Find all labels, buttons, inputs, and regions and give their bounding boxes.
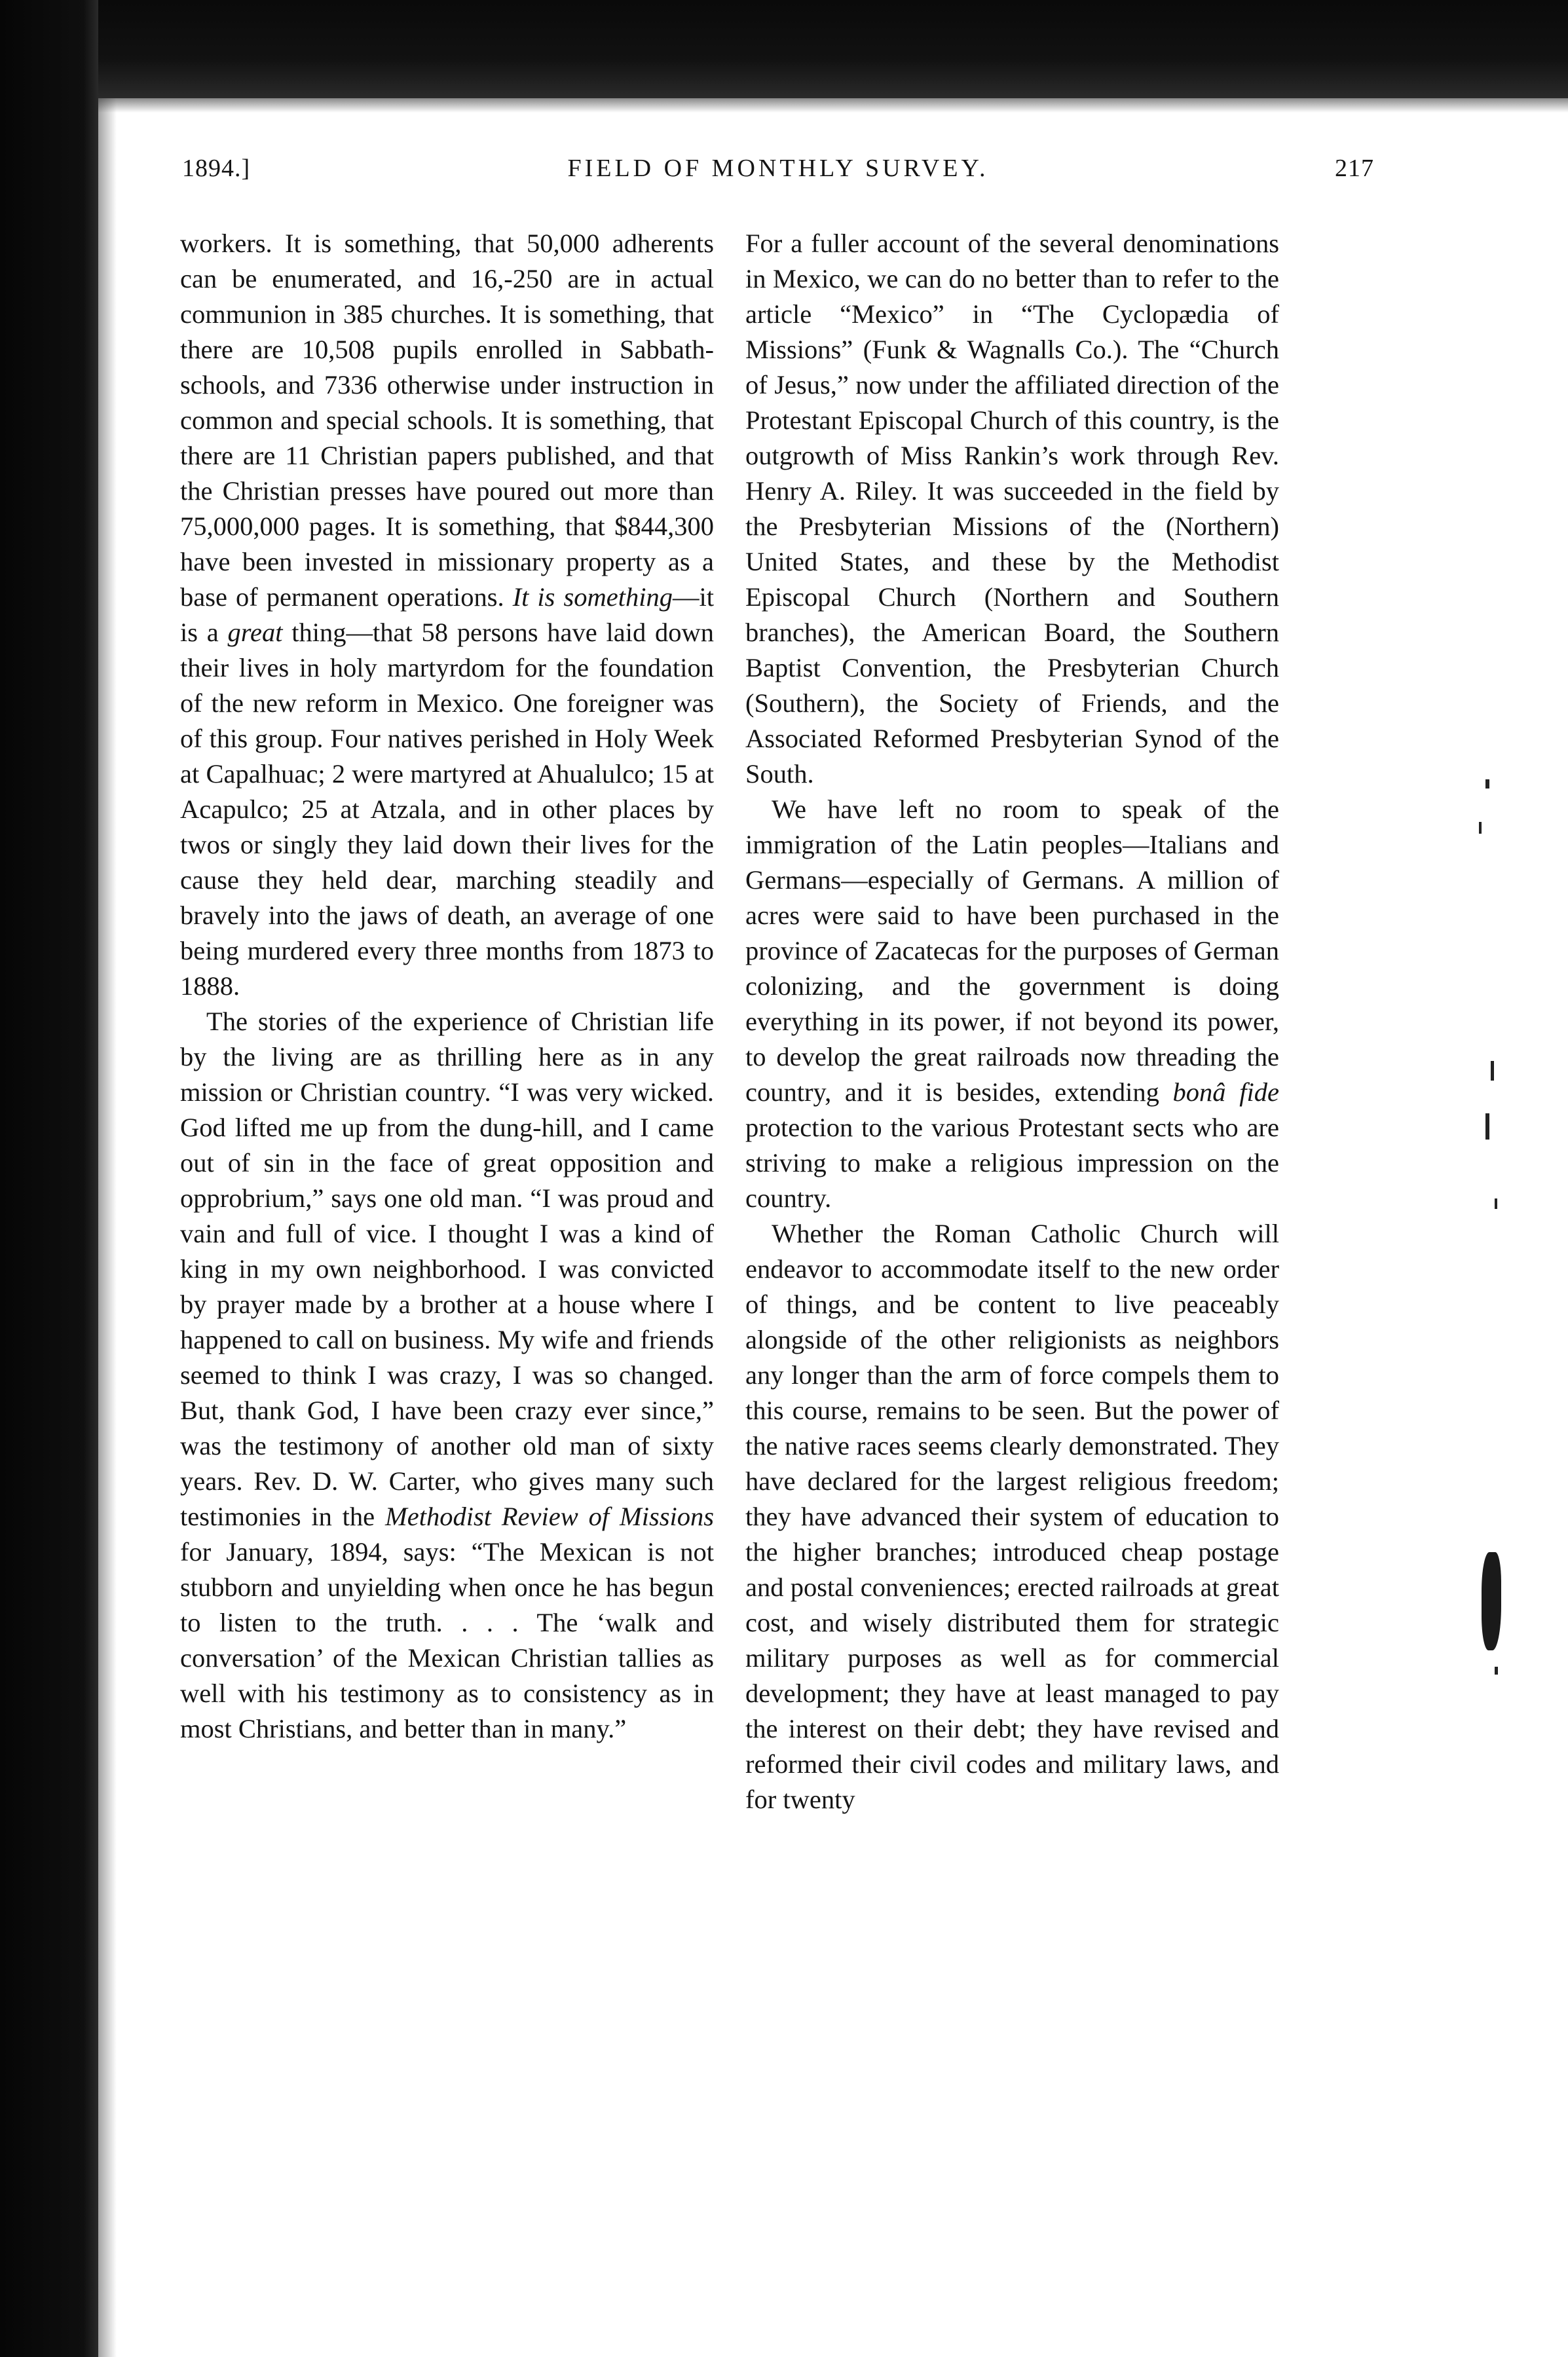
- running-head: [182, 154, 1374, 200]
- right-column: [745, 226, 1279, 2309]
- scan-speck: [1495, 1667, 1498, 1675]
- running-head-title: FIELD OF MONTHLY SURVEY.: [567, 155, 989, 182]
- scan-speck: [1485, 1113, 1489, 1140]
- text-run: The stories of the experience of Christian life by the living are as thrilling here as in any mission or Christian country. “I was very wicked. God lifted me up from the dung-hill, and I came out of sin in the face of great opposition and opprobrium,” says one old man. “I was proud and vain and full of vice. I thought I was a kind of king in my own neighborhood. I was convicted by prayer made by a brother at a house where I happened to call on business. My wife and friends seemed to think I was crazy, I was so changed. But, thank God, I have been crazy ever since,” was the testimony of another old man of sixty years. Rev. D. W. Carter, who gives many such testimonies in the: [180, 1007, 714, 1531]
- scan-speck: [1479, 822, 1482, 834]
- text-run: for January, 1894, says: “The Mexican is not stubborn and unyielding when once he has begun to listen to the truth. . . . The ‘walk and conversation’ of the Mexican Christian tallies as well with his testimony as to consistency as in most Christians, and better than in many.”: [180, 1537, 714, 1743]
- text-run: We have left no room to speak of the immigration of the Latin peoples—Italians and Germans—especially of Germans. A million of acres were said to have been purchased in the province of Zacatecas for the purposes of German colonizing, and the government is doing everything in its power, if not beyond its power, to develop the great railroads now threading the country, and it is besides, extending: [745, 794, 1279, 1107]
- text-run: protection to the various Protestant sects who are striving to make a religious impression on the country.: [745, 1113, 1279, 1213]
- left-paragraph-2: [180, 1004, 714, 1747]
- right-paragraph-1: For a fuller account of the several denominations in Mexico, we can do no better than to refer to the article “Mexico” in “The Cyclopædia of Missions” (Funk & Wagnalls Co.). The “Church of Jesus,” now under the affiliated direction of the Protestant Episcopal Church of this country, is the outgrowth of Miss Rankin’s work through Rev. Henry A. Riley. It was succeeded in the field by the Presbyterian Missions of the (Northern) United States, and these by the Methodist Episcopal Church (Northern and Southern branches), the American Board, the Southern Baptist Convention, the Presbyterian Church (Southern), the Society of Friends, and the Associated Reformed Presbyterian Synod of the South.: [745, 229, 1279, 789]
- right-paragraph-2: [745, 792, 1279, 1216]
- page-number: 217: [1335, 155, 1374, 182]
- left-column: [180, 226, 714, 2309]
- italic-citation: Methodist Review of Missions: [385, 1502, 714, 1531]
- scan-speck: [1495, 1198, 1497, 1209]
- text-run: workers. It is something, that 50,000 adherents can be enumerated, and 16,-250 are in actual communion in 385 churches. It is something, that there are 10,508 pupils enrolled in Sabbath-schools, and 7336 otherwise under instruction in common and special schools. It is something, that there are 11 Christian papers published, and that the Christian presses have poured out more than 75,000,000 pages. It is something, that $844,300 have been invested in missionary property as a base of permanent operations.: [180, 229, 714, 612]
- left-paragraph-1: [180, 226, 714, 1004]
- scan-speck: [1485, 779, 1489, 789]
- scan-speck: [1491, 1061, 1494, 1081]
- italic-text: bonâ fide: [1172, 1077, 1279, 1107]
- text-run: thing—that 58 persons have laid down their lives in holy martyrdom for the foundation of the new reform in Mexico. One foreigner was of this group. Four natives perished in Holy Week at Capalhuac; 2 were martyred at Ahualulco; 15 at Acapulco; 25 at Atzala, and in other places by twos or singly they laid down their lives for the cause they held dear, marching steadily and bravely into the jaws of death, an average of one being murdered every three months from 1873 to 1888.: [180, 618, 714, 1001]
- right-paragraph-3: Whether the Roman Catholic Church will endeavor to accommodate itself to the new order of things, and be content to live peaceably alongside of the other religionists as neighbors any longer than the arm of force compels them to this course, remains to be seen. But the power of the native races seems clearly demonstrated. They have declared for the largest religious freedom; they have advanced their system of education to the higher branches; introduced cheap postage and postal conveniences; erected railroads at great cost, and wisely distributed them for strategic military purposes as well as for commercial development; they have at least managed to pay the interest on their debt; they have revised and reformed their civil codes and military laws, and for twenty: [745, 1219, 1279, 1814]
- italic-text: great: [227, 618, 283, 647]
- italic-text: It is something: [512, 582, 673, 612]
- text-run: —it is a: [180, 582, 714, 647]
- running-head-year: 1894.]: [182, 155, 251, 182]
- scan-smudge: [1482, 1552, 1501, 1650]
